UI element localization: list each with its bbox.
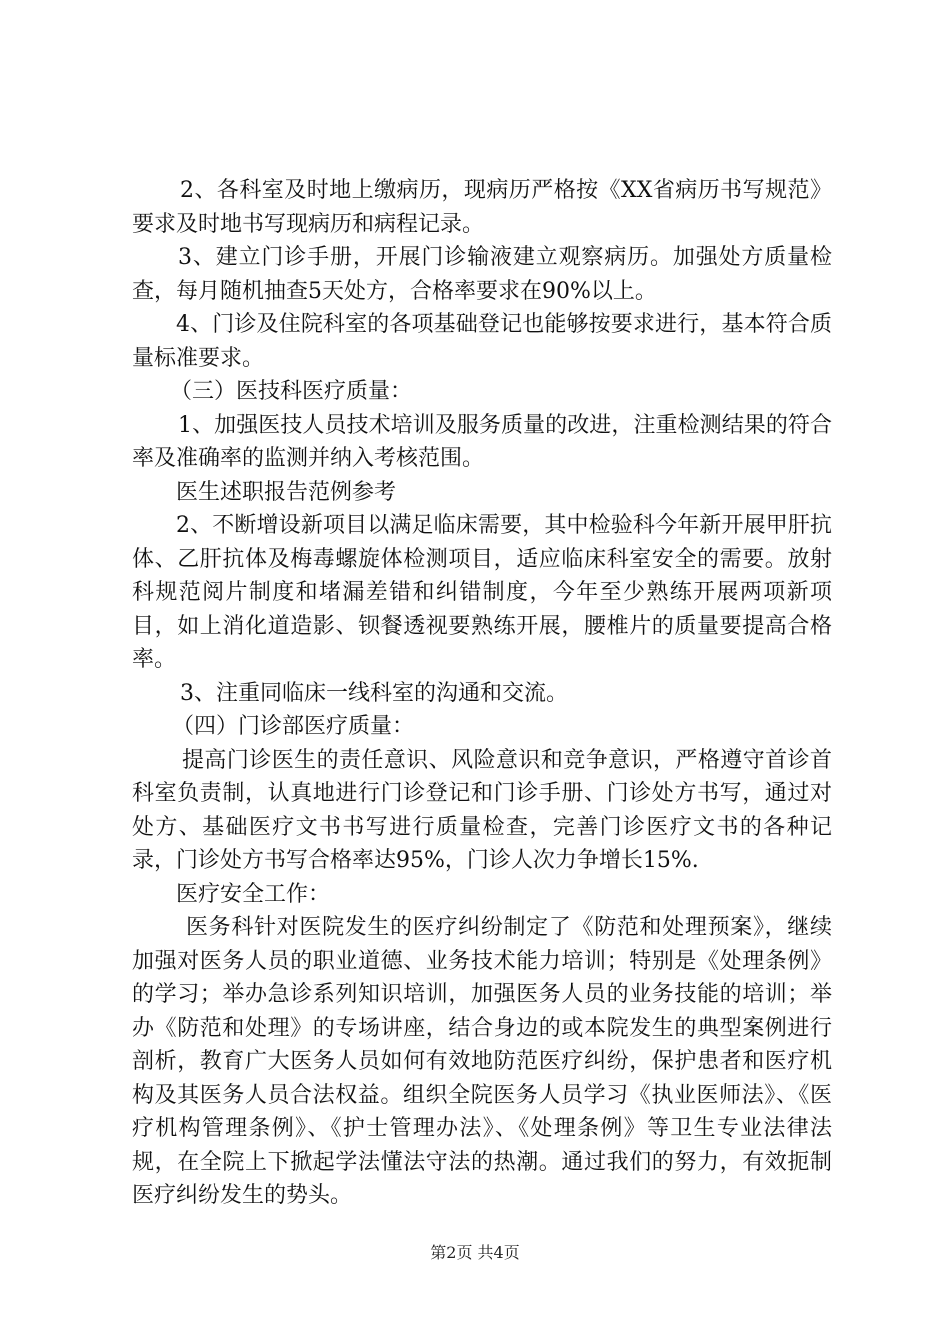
paragraph-report-reference: 医生述职报告范例参考	[176, 479, 397, 505]
paragraph-outpatient-manual: 3、建立门诊手册，开展门诊输液建立观察病历。加强处方质量检查，每月随机抽查5天处方，合格率要求在90%以上。	[132, 245, 832, 304]
paragraph-safety-work: 医务科针对医院发生的医疗纠纷制定了《防范和处理预案》，继续加强对医务人员的职业道德、业务技术能力培训；特别是《处理条例》的学习；举办急诊系列知识培训，加强医务人员的业务技能的培训；举办《防范和处理》的专场讲座，结合身边的或本院发生的典型案例进行剖析，教育广大医务人员如何有效地防范医疗纠纷，保护患者和医疗机构及其医务人员合法权益。组织全院医务人员学习《执业医师法》、《医疗机构管理条例》、《护士管理办法》、《处理条例》等卫生专业法律法规，在全院上下掀起学法懂法守法的热潮。通过我们的努力，有效扼制医疗纠纷发生的势头。	[132, 915, 832, 1208]
paragraph-outpatient-quality: 提高门诊医生的责任意识、风险意识和竞争意识，严格遵守首诊首科室负责制，认真地进行门诊登记和门诊手册、门诊处方书写，通过对处方、基础医疗文书书写进行质量检查，完善门诊医疗文书的各种记录，门诊处方书写合格率达95%，门诊人次力争增长15%.	[132, 747, 832, 873]
paragraph-medical-records: 2、各科室及时地上缴病历，现病历严格按《XX省病历书写规范》要求及时地书写现病历和病程记录。	[132, 178, 832, 237]
page-number-footer: 第2页 共4页	[430, 1243, 520, 1262]
paragraph-tech-training: 1、加强医技人员技术培训及服务质量的改进，注重检测结果的符合率及准确率的监测并纳入考核范围。	[132, 412, 832, 471]
paragraph-registration: 4、门诊及住院科室的各项基础登记也能够按要求进行，基本符合质量标准要求。	[132, 312, 832, 371]
section-heading-outpatient: （四）门诊部医疗质量：	[172, 714, 415, 739]
document-body	[132, 174, 832, 1213]
section-heading-medical-tech: （三）医技科医疗质量：	[170, 379, 413, 404]
paragraph-new-projects: 2、不断增设新项目以满足临床需要，其中检验科今年新开展甲肝抗体、乙肝抗体及梅毒螺旋体检测项目，适应临床科室安全的需要。放射科规范阅片制度和堵漏差错和纠错制度，今年至少熟练开展两项新项目，如上消化道造影、钡餐透视要熟练开展，腰椎片的质量要提高合格率。	[132, 513, 832, 672]
section-heading-safety: 医疗安全工作：	[176, 881, 331, 907]
paragraph-communication: 3、注重同临床一线科室的沟通和交流。	[180, 680, 568, 706]
